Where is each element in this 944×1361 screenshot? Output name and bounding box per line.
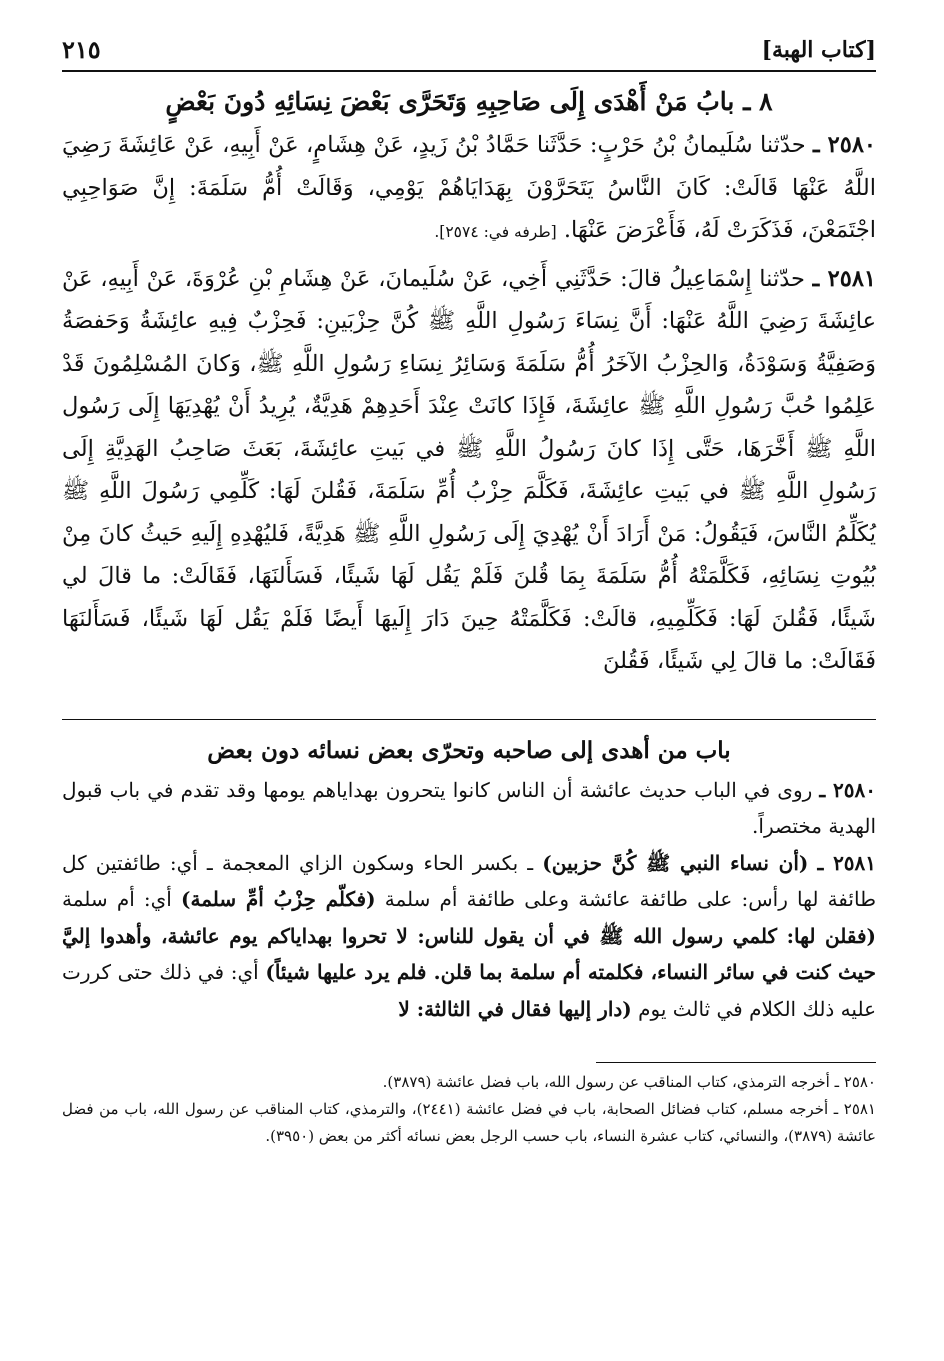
chapter-section-heading: ٨ ـ بابُ مَنْ أَهْدَى إِلَى صَاحِبِهِ وَتَحَرَّى بَعْضَ نِسَائِهِ دُونَ بَعْضٍ xyxy=(165,87,773,116)
footnote-2580 xyxy=(62,1069,876,1096)
commentary-text: أي: في ذلك حتى كررت عليه ذلك الكلام في ثالث يوم xyxy=(62,960,876,1021)
hadith-2581 xyxy=(62,258,876,683)
commentary-heading: باب من أهدى إلى صاحبه وتحرّى بعض نسائه دون بعض xyxy=(207,736,731,764)
commentary-quote: (فكلّم حِزْبُ أمِّ سلمة) xyxy=(181,887,376,911)
commentary-text: أي: أم سلمة xyxy=(62,887,172,911)
hadith-text: حدّثنا إِسْمَاعِيلُ قالَ: حَدَّثَنِي أَخِي، عَنْ سُلَيمانَ، عَنْ هِشَامِ بْنِ عُرْوَةَ، عَنْ أَبِيهِ، عَنْ عائِشَةَ رَضِيَ اللَّهُ عَنْهَا: أَنَّ نِسَاءَ رَسُولِ اللَّهِ ﷺ كُنَّ حِزْبَينِ: فَحِزْبٌ فِيهِ عائِشَةُ وَحَفصَةُ وَصَفِيَّةُ وَسَوْدَةُ، وَالحِزْبُ الآخَرُ أُمُّ سَلَمَةَ وَسَائِرُ نِسَاءِ رَسُولِ اللَّهِ ﷺ، وَكانَ المُسْلِمُونَ قَدْ عَلِمُوا حُبَّ رَسُولِ اللَّهِ ﷺ عائِشَةَ، فَإِذَا كانَتْ عِنْدَ أَحَدِهِمْ هَدِيَّةٌ، يُرِيدُ أَنْ يُهْدِيَهَا إِلَى رَسُول اللَّهِ ﷺ أَخَّرَهَا، حَتَّى إِذَا كانَ رَسُولُ اللَّهِ ﷺ في بَيتِ عائِشَةَ، بَعَثَ صَاحِبُ الهَدِيَّةِ إِلَى رَسُولِ اللَّهِ ﷺ في بَيتِ عائِشَةَ، فَكَلَّمَ حِزْبُ أُمِّ سَلَمَةَ، فَقُلنَ لَهَا: كَلِّمِي رَسُولَ اللَّهِ ﷺ يُكَلِّمُ النَّاسَ، فَيَقُولُ: مَنْ أَرَادَ أَنْ يُهْدِيَ إِلَى رَسُولِ اللَّهِ ﷺ هَدِيَّةً، فَليُهْدِهِ إِلَيهِ حَيثُ كانَ مِنْ بُيُوتِ نِسَائِهِ، فَكَلَّمَتْهُ أُمُّ سَلَمَةَ بِمَا قُلنَ فَلَمْ يَقُل لَهَا شَيئًا، فَسَأَلنَهَا، فَقَالَتْ: ما قالَ لي شَيئًا، فَقُلنَ لَهَا: فَكَلِّمِيهِ، قالَتْ: فَكَلَّمَتْهُ حِينَ دَارَ إِلَيهَا أَيضًا فَلَمْ يَقُل لَهَا شَيئًا، فَسَأَلنَهَا فَقَالَتْ: ما قالَ لِي شَيئًا، فَقُلنَ xyxy=(62,265,876,674)
hadith-number: ٢٥٨١ ـ xyxy=(812,265,876,292)
commentary-text: روى في الباب حديث عائشة أن الناس كانوا يتحرون بهداياهم يومها وقد تقدم في باب قبول الهدية مختصراً. xyxy=(62,777,876,838)
commentary-quote: (دار إليها فقال في الثالثة: لا xyxy=(398,996,632,1021)
commentary-2580 xyxy=(62,772,876,845)
hadith-number: ٢٥٨٠ ـ xyxy=(813,132,876,158)
page-number: ٢١٥ xyxy=(62,35,101,64)
chapter-title: [كتاب الهبة] xyxy=(761,37,876,63)
commentary-number: ٢٥٨١ ـ xyxy=(817,850,877,875)
commentary-quote: (أن نساء النبي ﷺ كُنَّ حزبين) xyxy=(542,850,809,875)
commentary-quote: (فقلن لها: كلمي رسول الله ﷺ في أن يقول للناس: لا تحروا بهداياكم يوم عائشة، وأهدوا إليَّ حيث كنت في سائر النساء، فكلمته أم سلمة بما قلن. فلم يرد عليها شيئاً) xyxy=(62,923,877,984)
footnote-number: ٢٥٨٠ ـ xyxy=(834,1073,876,1091)
footnote-number: ٢٥٨١ ـ xyxy=(833,1100,876,1118)
footnote-text: أخرجه مسلم، كتاب فضائل الصحابة، باب في فضل عائشة (٢٤٤١)، والترمذي، كتاب المناقب عن رسول الله، باب من فضل عائشة (٣٨٧٩)، والنسائي، كتاب عشرة النساء، باب حسب الرجل بعض نسائه أكثر من بعض (٣٩٥٠). xyxy=(62,1100,876,1145)
hadith-2580 xyxy=(62,124,876,254)
commentary-text: ـ بكسر الحاء وسكون الزاي المعجمة ـ أي: طائفتين كل طائفة لها رأس: على طائفة عائشة وعلى طائفة أم سلمة xyxy=(62,850,876,911)
commentary-2581 xyxy=(62,845,876,1028)
hadith-reference: [طرفه في: ٢٥٧٤]. xyxy=(434,223,557,241)
footnote-divider xyxy=(596,1062,876,1063)
commentary-divider xyxy=(62,719,876,720)
footnote-2581 xyxy=(62,1096,876,1150)
page-header xyxy=(62,30,876,72)
footnote-text: أخرجه الترمذي، كتاب المناقب عن رسول الله، باب فضل عائشة (٣٨٧٩). xyxy=(382,1073,830,1091)
hadith-text: حدّثنا سُلَيمانُ بْنُ حَرْبٍ: حَدَّثَنا حَمَّادُ بْنُ زَيدٍ، عَنْ هِشَامٍ، عَنْ أَبِيهِ، عَنْ عَائِشَةَ رَضِيَ اللَّهُ عَنْهَا قَالَتْ: كَانَ النَّاسُ يَتَحَرَّوْنَ بِهَدَايَاهُمْ يَوْمِي، وَقَالَتْ أُمُّ سَلَمَةَ: إِنَّ صَوَاحِبِي اجْتَمَعْنَ، فَذَكَرَتْ لَهُ، فَأَعْرَضَ عَنْهَا. xyxy=(62,132,876,243)
commentary-number: ٢٥٨٠ ـ xyxy=(819,777,876,802)
